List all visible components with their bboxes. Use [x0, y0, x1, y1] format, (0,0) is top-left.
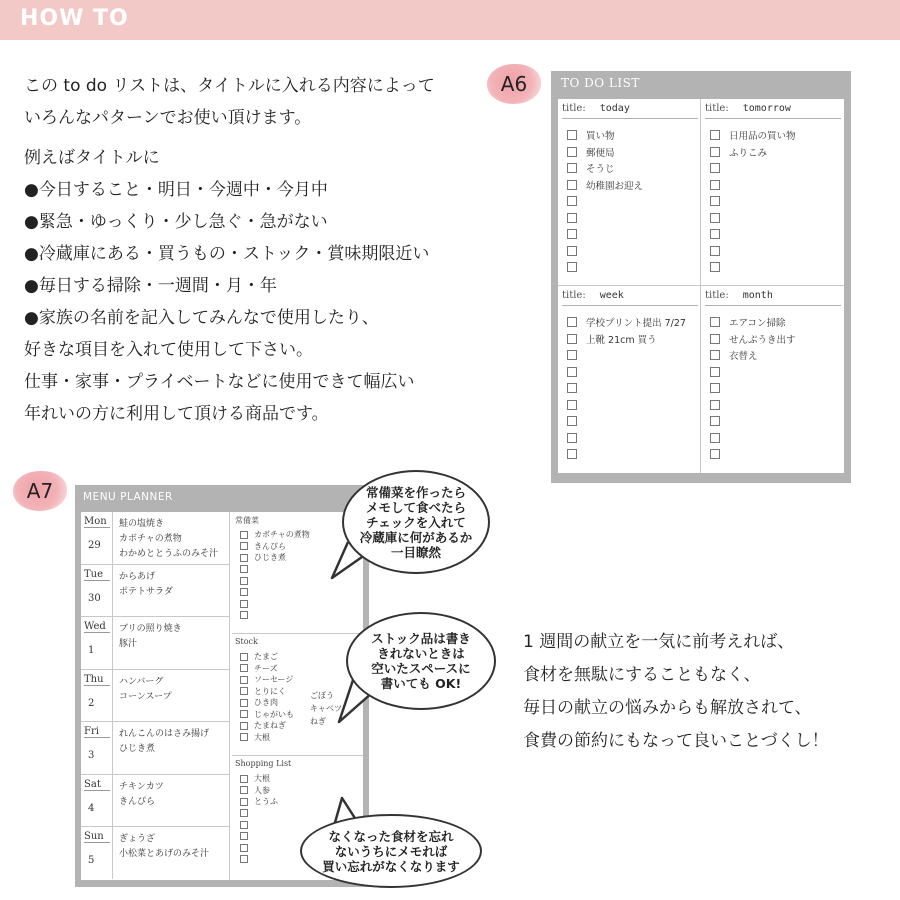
todo-item	[567, 160, 643, 177]
section-name: Shopping List	[235, 759, 292, 768]
menu-day-wed	[81, 617, 230, 670]
day-name: Thu	[84, 674, 110, 686]
meal-text: ハンバーグ	[119, 676, 164, 687]
todo-item-text: 上靴 21cm 買う	[586, 334, 657, 346]
checkbox[interactable]	[567, 130, 577, 140]
todo-cell-today	[558, 99, 701, 286]
todo-item	[710, 446, 796, 463]
section-item-text: ひじき煮	[254, 553, 286, 563]
intro-line: 例えばタイトルに	[24, 148, 160, 168]
checkbox[interactable]	[567, 334, 577, 344]
todo-item	[710, 397, 796, 414]
day-divider	[112, 670, 113, 722]
checkbox[interactable]	[710, 246, 720, 256]
todo-item	[710, 160, 796, 177]
checkbox[interactable]	[240, 775, 248, 783]
todo-item	[710, 127, 796, 144]
section-item	[240, 552, 310, 564]
bubble-line: 空いたスペースに	[371, 661, 471, 676]
section-item	[240, 529, 310, 541]
intro-line: ●冷蔵庫にある・買うもの・ストック・賞味期限近い	[24, 244, 430, 264]
checkbox[interactable]	[240, 611, 248, 619]
todo-item	[710, 226, 796, 243]
checkbox[interactable]	[240, 710, 248, 718]
checkbox[interactable]	[710, 400, 720, 410]
bubble-line: ないうちにメモれば	[334, 843, 448, 859]
todo-cell-title	[562, 290, 698, 306]
todo-item	[710, 347, 796, 364]
checkbox[interactable]	[567, 196, 577, 206]
todo-item-text: エアコン掃除	[729, 318, 786, 330]
todo-item-text: 学校プリント提出 7/27	[586, 318, 686, 330]
todo-item-text: 買い物	[586, 131, 615, 143]
todo-checklist	[710, 127, 796, 276]
checkbox[interactable]	[240, 844, 248, 852]
intro-line: 仕事・家事・プライベートなどに使用できて幅広い	[24, 372, 415, 392]
checkbox[interactable]	[567, 317, 577, 327]
bubble-line: 書いても OK!	[380, 676, 462, 691]
intro-text	[24, 70, 494, 430]
section-name: Stock	[235, 637, 258, 646]
todo-item	[567, 397, 686, 414]
checkbox[interactable]	[567, 147, 577, 157]
day-name: Wed	[84, 621, 110, 633]
section-item	[240, 598, 310, 610]
section-item-text: 大根	[254, 774, 270, 784]
day-number: 1	[88, 645, 95, 656]
checkbox[interactable]	[567, 400, 577, 410]
meal-text: わかめととうふのみそ汁	[119, 549, 219, 559]
intro-line: 好きな項目を入れて使用して下さい。	[24, 340, 313, 360]
checkbox[interactable]	[240, 699, 248, 707]
section-item	[240, 842, 278, 854]
checkbox[interactable]	[710, 367, 720, 377]
checkbox[interactable]	[710, 196, 720, 206]
menu-day-tue	[81, 565, 230, 618]
day-number: 3	[88, 750, 95, 761]
todo-item	[567, 243, 643, 260]
section-item-text: きんぴら	[254, 541, 286, 551]
outro-text	[523, 626, 829, 758]
todo-grid	[558, 99, 844, 473]
todo-item	[567, 347, 686, 364]
day-number: 30	[88, 592, 101, 604]
todo-item	[710, 364, 796, 381]
meal-text: コーンスープ	[119, 691, 172, 702]
bubble-line: きれないときは	[377, 646, 465, 661]
checkbox[interactable]	[240, 542, 248, 550]
section-item	[240, 732, 294, 744]
section-item-text: チーズ	[254, 663, 278, 673]
title-prefix: title:	[562, 103, 586, 114]
checkbox[interactable]	[710, 147, 720, 157]
intro-line: 年れいの方に利用して頂ける商品です。	[24, 404, 329, 424]
todo-item	[567, 210, 643, 227]
checkbox[interactable]	[240, 786, 248, 794]
checkbox[interactable]	[567, 213, 577, 223]
checkbox[interactable]	[567, 350, 577, 360]
intro-line: ●毎日する掃除・一週間・月・年	[24, 276, 277, 296]
day-divider	[112, 565, 113, 617]
day-meals	[119, 518, 218, 563]
section-item-text: たまねぎ	[254, 721, 286, 731]
todo-item	[567, 144, 643, 161]
checkbox[interactable]	[240, 722, 248, 730]
bubble-line: メモして食べたら	[365, 499, 466, 515]
section-item	[240, 819, 278, 831]
day-name: Fri	[84, 726, 110, 738]
section-item	[240, 610, 310, 622]
day-meals	[119, 623, 182, 653]
checkbox[interactable]	[240, 565, 248, 573]
meal-text: 小松菜とあげのみそ汁	[119, 849, 210, 859]
section-item	[240, 854, 278, 866]
section-item-text: じゃがいも	[254, 709, 294, 719]
menu-day-mon	[81, 512, 230, 565]
todo-item	[710, 210, 796, 227]
todo-item	[710, 380, 796, 397]
day-divider	[112, 722, 113, 774]
section-item	[240, 575, 310, 587]
menu-day-sun	[81, 827, 230, 880]
checkbox[interactable]	[710, 383, 720, 393]
section-item	[240, 720, 294, 732]
extra-note: キャベツ	[310, 704, 342, 713]
a6-badge: A6	[487, 64, 541, 104]
section-item-text: カボチャの煮物	[254, 530, 310, 540]
checkbox[interactable]	[240, 664, 248, 672]
section-checklist	[240, 651, 294, 743]
title-value: month	[742, 290, 773, 301]
checkbox[interactable]	[240, 554, 248, 562]
section-item	[240, 831, 278, 843]
checkbox[interactable]	[710, 130, 720, 140]
bubble-line: なくなった食材を忘れ	[328, 828, 454, 844]
extra-note: ねぎ	[310, 717, 326, 726]
meal-text: ひじき煮	[119, 744, 156, 754]
intro-line: ●今日すること・明日・今週中・今月中	[24, 180, 328, 200]
todo-list-title: TO DO LIST	[561, 76, 640, 90]
outro-line: 毎日の献立の悩みからも解放されて、	[523, 698, 812, 718]
title-prefix: title:	[705, 290, 729, 301]
todo-item	[710, 413, 796, 430]
checkbox[interactable]	[240, 588, 248, 596]
todo-item	[567, 226, 643, 243]
checkbox[interactable]	[567, 229, 577, 239]
outro-line: 食費の節約にもなって良いことづくし！	[523, 731, 829, 751]
todo-item-text: せんぷうき出す	[729, 334, 796, 346]
todo-cell-month	[701, 286, 844, 473]
section-item	[240, 564, 310, 576]
day-number: 29	[88, 540, 101, 551]
section-item	[240, 663, 294, 675]
checkbox[interactable]	[240, 809, 248, 817]
checkbox[interactable]	[240, 531, 248, 539]
section-item	[240, 796, 278, 808]
bubble-line: 常備菜を作ったら	[365, 484, 466, 500]
bubble-line: ストック品は書き	[371, 631, 471, 646]
checkbox[interactable]	[240, 653, 248, 661]
meal-text: ポテトサラダ	[119, 586, 173, 597]
checkbox[interactable]	[710, 350, 720, 360]
bubble-line: 一目瞭然	[390, 544, 441, 560]
todo-item	[567, 380, 686, 397]
todo-cell-title	[705, 103, 841, 119]
section-checklist	[240, 529, 310, 621]
checkbox[interactable]	[567, 367, 577, 377]
todo-item	[567, 127, 643, 144]
section-item-text: とうふ	[254, 797, 278, 807]
section-item	[240, 785, 278, 797]
todo-item	[710, 430, 796, 447]
checkbox[interactable]	[567, 180, 577, 190]
menu-planner-title: MENU PLANNER	[83, 491, 173, 503]
todo-item	[567, 413, 686, 430]
intro-line: いろんなパターンでお使い頂けます。	[24, 108, 312, 128]
todo-cell-title	[562, 103, 698, 119]
checkbox[interactable]	[240, 577, 248, 585]
checkbox[interactable]	[567, 433, 577, 443]
day-divider	[112, 775, 113, 827]
speech-bubble-jobisai	[342, 470, 490, 574]
a7-badge: A7	[13, 471, 67, 511]
checkbox[interactable]	[240, 855, 248, 863]
meal-text: チキンカツ	[119, 781, 164, 792]
day-name: Mon	[84, 516, 110, 528]
meal-text: れんこんのはさみ揚げ	[119, 729, 210, 739]
speech-bubble-stock	[346, 612, 496, 710]
todo-item-text: 日用品の買い物	[729, 131, 796, 143]
todo-item	[567, 331, 686, 348]
section-item-text: ソーセージ	[254, 675, 294, 685]
todo-item	[567, 430, 686, 447]
meal-text: 鮭の塩焼き	[119, 519, 165, 529]
todo-item	[710, 144, 796, 161]
todo-item-text: 衣替え	[729, 351, 758, 363]
checkbox[interactable]	[567, 163, 577, 173]
header-band	[0, 0, 900, 40]
checkbox[interactable]	[710, 416, 720, 426]
todo-checklist	[567, 127, 643, 276]
checkbox[interactable]	[240, 832, 248, 840]
day-meals	[119, 571, 173, 601]
title-prefix: title:	[705, 103, 729, 114]
intro-line: この to do リストは、タイトルに入れる内容によって	[24, 76, 435, 96]
section-item	[240, 773, 278, 785]
section-item	[240, 587, 310, 599]
todo-list-card	[551, 71, 851, 483]
day-name: Sun	[84, 831, 110, 843]
section-item	[240, 674, 294, 686]
meal-text: ぎょうざ	[119, 834, 156, 844]
menu-day-sat	[81, 775, 230, 828]
section-item	[240, 808, 278, 820]
todo-cell-week	[558, 286, 701, 473]
todo-item	[710, 259, 796, 276]
section-checklist	[240, 773, 278, 865]
day-number: 2	[88, 697, 95, 709]
checkbox[interactable]	[710, 317, 720, 327]
day-meals	[119, 728, 209, 758]
menu-days	[81, 512, 230, 880]
todo-item	[710, 331, 796, 348]
section-item-text: 大根	[254, 732, 270, 742]
checkbox[interactable]	[567, 383, 577, 393]
todo-item	[567, 446, 686, 463]
todo-checklist	[567, 314, 686, 463]
intro-line: ●緊急・ゆっくり・少し急ぐ・急がない	[24, 212, 328, 232]
title-value: week	[599, 290, 624, 301]
checkbox[interactable]	[710, 163, 720, 173]
todo-item	[567, 193, 643, 210]
outro-line: 1 週間の献立を一気に前考えれば、	[523, 632, 795, 652]
todo-item	[710, 243, 796, 260]
section-item	[240, 651, 294, 663]
meal-text: 豚汁	[119, 639, 138, 649]
day-meals	[119, 833, 209, 863]
extra-note: ごぼう	[310, 691, 334, 700]
bubble-line: 買い忘れがなくなります	[322, 858, 460, 874]
todo-item	[710, 193, 796, 210]
section-item	[240, 697, 294, 709]
checkbox[interactable]	[567, 416, 577, 426]
bubble-line: チェックを入れて	[366, 514, 466, 530]
title-value: today	[599, 103, 630, 114]
section-item-text: たまご	[254, 652, 278, 662]
day-name: Tue	[84, 569, 110, 581]
day-meals	[119, 676, 172, 706]
title-prefix: title:	[562, 290, 586, 301]
day-meals	[119, 781, 164, 811]
section-item-text: ひき肉	[254, 698, 278, 708]
section-item	[240, 686, 294, 698]
todo-item-text: 郵便局	[586, 147, 615, 159]
todo-cell-tomorrow	[701, 99, 844, 286]
section-item-text: 人参	[254, 785, 270, 795]
todo-item-text: そうじ	[586, 164, 615, 176]
checkbox[interactable]	[710, 449, 720, 459]
todo-item	[710, 177, 796, 194]
todo-cell-title	[705, 290, 841, 306]
section-item-text: とりにく	[254, 686, 286, 696]
outro-line: 食材を無駄にすることもなく、	[523, 665, 761, 685]
day-divider	[112, 827, 113, 879]
todo-item	[710, 314, 796, 331]
menu-day-thu	[81, 670, 230, 723]
menu-day-fri	[81, 722, 230, 775]
speech-bubble-shopping	[300, 814, 482, 888]
checkbox[interactable]	[710, 334, 720, 344]
checkbox[interactable]	[240, 687, 248, 695]
todo-checklist	[710, 314, 796, 463]
todo-item	[567, 314, 686, 331]
checkbox[interactable]	[710, 180, 720, 190]
meal-text: カボチャの煮物	[119, 534, 182, 544]
bubble-line: 冷蔵庫に何があるか	[359, 529, 473, 545]
checkbox[interactable]	[710, 262, 720, 272]
day-divider	[112, 512, 113, 564]
checkbox[interactable]	[710, 229, 720, 239]
meal-text: からあげ	[119, 571, 156, 582]
checkbox[interactable]	[240, 821, 248, 829]
day-number: 4	[88, 802, 95, 814]
day-number: 5	[88, 855, 95, 866]
checkbox[interactable]	[567, 262, 577, 272]
section-name: 常備菜	[235, 516, 259, 525]
section-item	[240, 541, 310, 553]
title-value: tomorrow	[742, 103, 791, 114]
meal-text: ブリの照り焼き	[119, 624, 182, 634]
todo-item-text: 幼稚園お迎え	[586, 180, 644, 192]
checkbox[interactable]	[240, 600, 248, 608]
page-title: HOW TO	[20, 6, 129, 31]
checkbox[interactable]	[240, 798, 248, 806]
menu-planner-body	[81, 512, 363, 880]
checkbox[interactable]	[567, 246, 577, 256]
intro-line: ●家族の名前を記入してみんなで使用したり、	[24, 308, 379, 328]
todo-item-text: ふりこみ	[729, 147, 768, 159]
checkbox[interactable]	[567, 449, 577, 459]
checkbox[interactable]	[240, 733, 248, 741]
day-divider	[112, 617, 113, 669]
todo-item	[567, 364, 686, 381]
section-item	[240, 709, 294, 721]
checkbox[interactable]	[240, 676, 248, 684]
todo-item	[567, 259, 643, 276]
day-name: Sat	[84, 779, 110, 791]
meal-text: きんぴら	[119, 796, 156, 807]
todo-item	[567, 177, 643, 194]
checkbox[interactable]	[710, 433, 720, 443]
checkbox[interactable]	[710, 213, 720, 223]
